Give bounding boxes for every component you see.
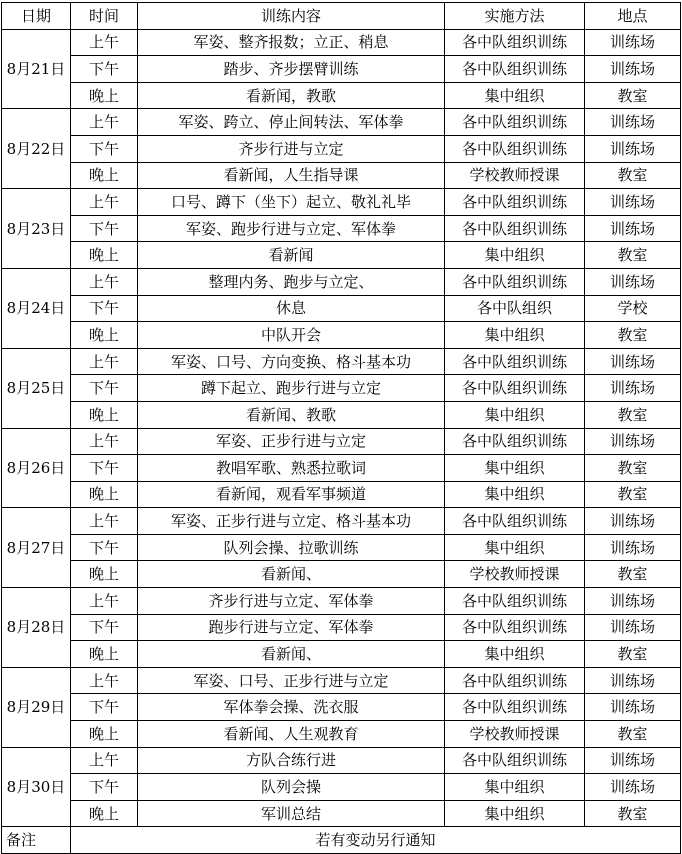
table-row xyxy=(2,561,681,588)
time-cell: 晚上 xyxy=(71,401,138,428)
date-cell: 8月23日 xyxy=(2,189,71,269)
table-row xyxy=(2,162,681,189)
content-cell: 踏步、齐步摆臂训练 xyxy=(138,56,445,83)
method-cell: 各中队组织训练 xyxy=(445,508,585,535)
header-method: 实施方法 xyxy=(445,3,585,30)
method-cell: 各中队组织训练 xyxy=(445,588,585,615)
method-cell: 学校教师授课 xyxy=(445,162,585,189)
method-cell: 各中队组织训练 xyxy=(445,348,585,375)
note-label: 备注 xyxy=(2,827,71,854)
table-row xyxy=(2,641,681,668)
time-cell: 下午 xyxy=(71,295,138,322)
table-row xyxy=(2,348,681,375)
place-cell: 教室 xyxy=(585,721,681,748)
time-cell: 晚上 xyxy=(71,721,138,748)
content-cell: 教唱军歌、熟悉拉歌词 xyxy=(138,455,445,482)
content-cell: 队列会操、拉歌训练 xyxy=(138,534,445,561)
time-cell: 下午 xyxy=(71,534,138,561)
header-date: 日期 xyxy=(2,3,71,30)
time-cell: 上午 xyxy=(71,109,138,136)
date-cell: 8月26日 xyxy=(2,428,71,508)
table-row xyxy=(2,295,681,322)
note-row xyxy=(2,827,681,854)
place-cell: 训练场 xyxy=(585,747,681,774)
table-row xyxy=(2,534,681,561)
table-row xyxy=(2,375,681,402)
table-row xyxy=(2,481,681,508)
time-cell: 晚上 xyxy=(71,641,138,668)
place-cell: 训练场 xyxy=(585,268,681,295)
place-cell: 教室 xyxy=(585,641,681,668)
method-cell: 集中组织 xyxy=(445,481,585,508)
method-cell: 各中队组织训练 xyxy=(445,268,585,295)
content-cell: 跑步行进与立定、军体拳 xyxy=(138,614,445,641)
time-cell: 上午 xyxy=(71,667,138,694)
method-cell: 各中队组织 xyxy=(445,295,585,322)
time-cell: 晚上 xyxy=(71,82,138,109)
method-cell: 集中组织 xyxy=(445,641,585,668)
content-cell: 军训总结 xyxy=(138,800,445,827)
time-cell: 上午 xyxy=(71,189,138,216)
training-schedule-table xyxy=(1,2,681,854)
content-cell: 军姿、正步行进与立定 xyxy=(138,428,445,455)
table-row xyxy=(2,56,681,83)
method-cell: 各中队组织训练 xyxy=(445,135,585,162)
place-cell: 训练场 xyxy=(585,29,681,56)
method-cell: 学校教师授课 xyxy=(445,721,585,748)
header-row xyxy=(2,3,681,30)
table-row xyxy=(2,774,681,801)
place-cell: 训练场 xyxy=(585,375,681,402)
table-row xyxy=(2,109,681,136)
method-cell: 集中组织 xyxy=(445,455,585,482)
time-cell: 上午 xyxy=(71,508,138,535)
time-cell: 晚上 xyxy=(71,800,138,827)
table-row xyxy=(2,588,681,615)
date-cell: 8月24日 xyxy=(2,268,71,348)
method-cell: 各中队组织训练 xyxy=(445,694,585,721)
method-cell: 各中队组织训练 xyxy=(445,189,585,216)
time-cell: 晚上 xyxy=(71,162,138,189)
table-row xyxy=(2,82,681,109)
content-cell: 看新闻、人生观教育 xyxy=(138,721,445,748)
table-row xyxy=(2,721,681,748)
method-cell: 各中队组织训练 xyxy=(445,428,585,455)
content-cell: 看新闻，教歌 xyxy=(138,82,445,109)
method-cell: 各中队组织训练 xyxy=(445,215,585,242)
place-cell: 训练场 xyxy=(585,588,681,615)
date-cell: 8月25日 xyxy=(2,348,71,428)
place-cell: 训练场 xyxy=(585,428,681,455)
place-cell: 训练场 xyxy=(585,508,681,535)
table-row xyxy=(2,215,681,242)
time-cell: 上午 xyxy=(71,268,138,295)
time-cell: 下午 xyxy=(71,455,138,482)
content-cell: 齐步行进与立定 xyxy=(138,135,445,162)
table-row xyxy=(2,747,681,774)
content-cell: 看新闻，人生指导课 xyxy=(138,162,445,189)
table-row xyxy=(2,135,681,162)
content-cell: 齐步行进与立定、军体拳 xyxy=(138,588,445,615)
place-cell: 训练场 xyxy=(585,614,681,641)
content-cell: 军体拳会操、洗衣服 xyxy=(138,694,445,721)
content-cell: 看新闻、教歌 xyxy=(138,401,445,428)
place-cell: 教室 xyxy=(585,82,681,109)
content-cell: 看新闻 xyxy=(138,242,445,269)
content-cell: 看新闻，观看军事频道 xyxy=(138,481,445,508)
time-cell: 下午 xyxy=(71,614,138,641)
time-cell: 上午 xyxy=(71,428,138,455)
method-cell: 各中队组织训练 xyxy=(445,29,585,56)
content-cell: 方队合练行进 xyxy=(138,747,445,774)
time-cell: 晚上 xyxy=(71,561,138,588)
time-cell: 上午 xyxy=(71,588,138,615)
date-cell: 8月30日 xyxy=(2,747,71,827)
place-cell: 训练场 xyxy=(585,694,681,721)
content-cell: 军姿、整齐报数；立正、稍息 xyxy=(138,29,445,56)
time-cell: 下午 xyxy=(71,135,138,162)
date-cell: 8月27日 xyxy=(2,508,71,588)
table-row xyxy=(2,242,681,269)
content-cell: 军姿、跑步行进与立定、军体拳 xyxy=(138,215,445,242)
time-cell: 上午 xyxy=(71,747,138,774)
content-cell: 看新闻、 xyxy=(138,561,445,588)
table-row xyxy=(2,401,681,428)
date-cell: 8月21日 xyxy=(2,29,71,109)
table-row xyxy=(2,268,681,295)
place-cell: 学校 xyxy=(585,295,681,322)
place-cell: 训练场 xyxy=(585,348,681,375)
time-cell: 晚上 xyxy=(71,322,138,349)
time-cell: 下午 xyxy=(71,774,138,801)
date-cell: 8月22日 xyxy=(2,109,71,189)
method-cell: 各中队组织训练 xyxy=(445,375,585,402)
time-cell: 晚上 xyxy=(71,481,138,508)
place-cell: 教室 xyxy=(585,455,681,482)
date-cell: 8月29日 xyxy=(2,667,71,747)
time-cell: 上午 xyxy=(71,29,138,56)
place-cell: 教室 xyxy=(585,401,681,428)
table-row xyxy=(2,428,681,455)
method-cell: 集中组织 xyxy=(445,800,585,827)
table-row xyxy=(2,455,681,482)
method-cell: 学校教师授课 xyxy=(445,561,585,588)
table-row xyxy=(2,189,681,216)
method-cell: 集中组织 xyxy=(445,242,585,269)
note-text: 若有变动另行通知 xyxy=(71,827,681,854)
time-cell: 下午 xyxy=(71,375,138,402)
content-cell: 军姿、口号、方向变换、格斗基本功 xyxy=(138,348,445,375)
content-cell: 整理内务、跑步与立定、 xyxy=(138,268,445,295)
table-row xyxy=(2,800,681,827)
place-cell: 教室 xyxy=(585,800,681,827)
method-cell: 集中组织 xyxy=(445,774,585,801)
method-cell: 集中组织 xyxy=(445,401,585,428)
place-cell: 教室 xyxy=(585,242,681,269)
table-row xyxy=(2,29,681,56)
method-cell: 各中队组织训练 xyxy=(445,614,585,641)
header-time: 时间 xyxy=(71,3,138,30)
table-row xyxy=(2,322,681,349)
method-cell: 集中组织 xyxy=(445,322,585,349)
place-cell: 训练场 xyxy=(585,534,681,561)
method-cell: 集中组织 xyxy=(445,534,585,561)
time-cell: 上午 xyxy=(71,348,138,375)
schedule-body xyxy=(2,29,681,827)
header-content: 训练内容 xyxy=(138,3,445,30)
place-cell: 训练场 xyxy=(585,135,681,162)
place-cell: 训练场 xyxy=(585,774,681,801)
place-cell: 教室 xyxy=(585,561,681,588)
place-cell: 训练场 xyxy=(585,56,681,83)
header-place: 地点 xyxy=(585,3,681,30)
table-row xyxy=(2,667,681,694)
time-cell: 下午 xyxy=(71,215,138,242)
place-cell: 训练场 xyxy=(585,667,681,694)
content-cell: 蹲下起立、跑步行进与立定 xyxy=(138,375,445,402)
place-cell: 教室 xyxy=(585,322,681,349)
table-row xyxy=(2,694,681,721)
method-cell: 集中组织 xyxy=(445,82,585,109)
content-cell: 看新闻、 xyxy=(138,641,445,668)
content-cell: 休息 xyxy=(138,295,445,322)
place-cell: 训练场 xyxy=(585,109,681,136)
table-row xyxy=(2,614,681,641)
content-cell: 队列会操 xyxy=(138,774,445,801)
place-cell: 训练场 xyxy=(585,215,681,242)
place-cell: 训练场 xyxy=(585,189,681,216)
method-cell: 各中队组织训练 xyxy=(445,109,585,136)
content-cell: 中队开会 xyxy=(138,322,445,349)
content-cell: 军姿、跨立、停止间转法、军体拳 xyxy=(138,109,445,136)
time-cell: 晚上 xyxy=(71,242,138,269)
content-cell: 军姿、口号、正步行进与立定 xyxy=(138,667,445,694)
time-cell: 下午 xyxy=(71,694,138,721)
place-cell: 教室 xyxy=(585,162,681,189)
content-cell: 口号、蹲下（坐下）起立、敬礼礼毕 xyxy=(138,189,445,216)
place-cell: 教室 xyxy=(585,481,681,508)
method-cell: 各中队组织训练 xyxy=(445,747,585,774)
date-cell: 8月28日 xyxy=(2,588,71,668)
time-cell: 下午 xyxy=(71,56,138,83)
content-cell: 军姿、正步行进与立定、格斗基本功 xyxy=(138,508,445,535)
table-row xyxy=(2,508,681,535)
method-cell: 各中队组织训练 xyxy=(445,56,585,83)
method-cell: 各中队组织训练 xyxy=(445,667,585,694)
